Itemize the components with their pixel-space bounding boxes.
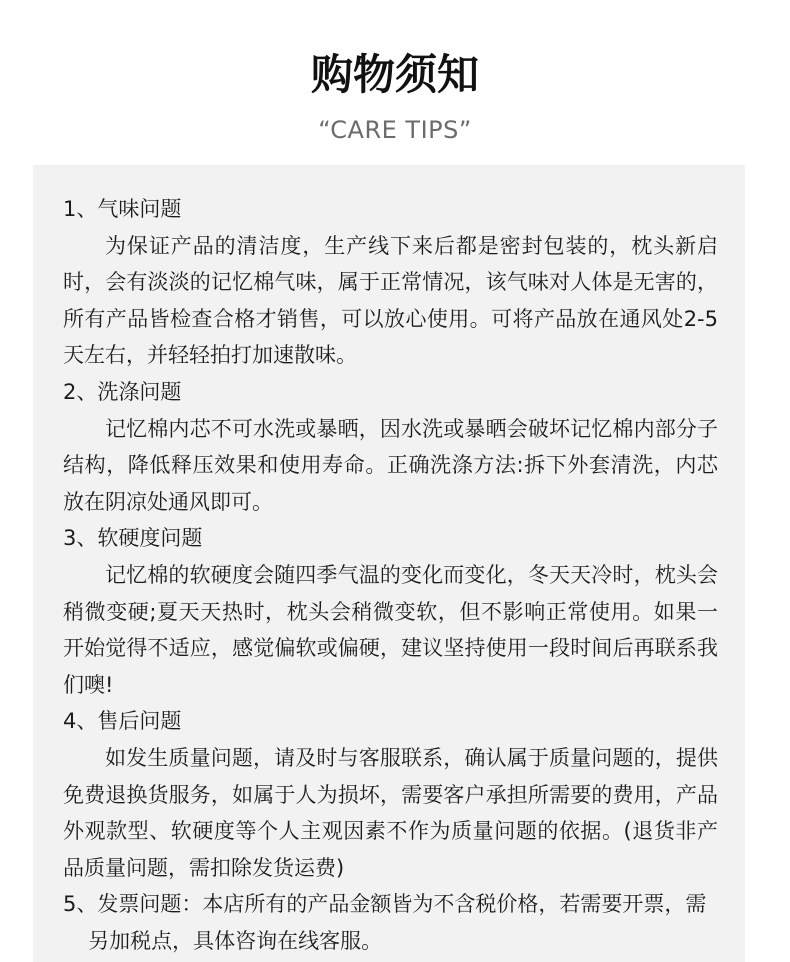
section-heading-after-sales: 4、售后问题 [63,709,182,734]
section-heading-odor: 1、气味问题 [63,197,182,221]
page-subtitle: “CARE TIPS” [318,116,472,144]
section-body-after-sales: 如发生质量问题，请及时与客服联系，确认属于质量问题的，提供免费退换货服务，如属于人为损坏，需要客户承担所需要的费用，产品外观款型、软硬度等个人主观因素不作为质量问题的依据。(退货非产品质量问题，需扣除发货运费) [63,745,718,880]
section-body-firmness: 记忆棉的软硬度会随四季气温的变化而变化，冬天天冷时，枕头会稍微变硬;夏天天热时，枕头会稍微变软，但不影响正常使用。如果一开始觉得不适应，感觉偏软或偏硬，建议坚持使用一段时间后再联系我们噢! [63,562,718,697]
care-tips-panel [33,165,745,962]
section-heading-washing: 2、洗涤问题 [63,379,182,404]
page-title: 购物须知 [310,50,479,99]
section-body-washing: 记忆棉内芯不可水洗或暴晒，因水洗或暴晒会破坏记忆棉内部分子结构，降低释压效果和使用寿命。正确洗涤方法:拆下外套清洗，内芯放在阴凉处通风即可。 [63,416,718,514]
section-heading-firmness: 3、软硬度问题 [63,526,203,551]
care-tips-content [63,191,718,959]
section-body-odor: 为保证产品的清洁度，生产线下来后都是密封包装的，枕头新启时，会有淡淡的记忆棉气味，属于正常情况，该气味对人体是无害的，所有产品皆检查合格才销售，可以放心使用。可将产品放在通风处2-5天左右，并轻轻拍打加速散味。 [63,233,718,368]
section-invoice: 5、发票问题：本店所有的产品金额皆为不含税价格，若需要开票，需另加税点，具体咨询在线客服。 [63,892,707,953]
